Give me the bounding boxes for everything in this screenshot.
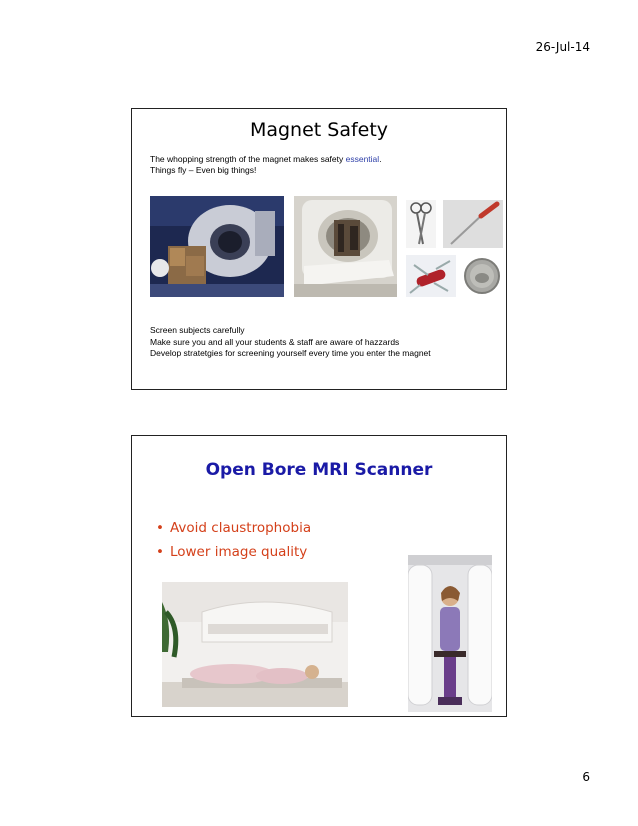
bullet-text: Avoid claustrophobia (169, 520, 312, 536)
slide-intro-text (150, 154, 382, 176)
photo-scissors (406, 200, 436, 248)
intro-highlight: essential (345, 154, 380, 164)
list-item (156, 516, 311, 540)
bullet-icon: • (156, 520, 164, 536)
photo-coin (462, 255, 502, 297)
slide-title: Magnet Safety (249, 119, 389, 141)
slide-open-bore-mri (131, 435, 507, 717)
bullet-list (156, 516, 311, 564)
photo-projectile-scanner-room (150, 196, 284, 297)
intro-prefix: The whopping strength of the magnet makes safety (150, 154, 346, 164)
slide-title: Open Bore MRI Scanner (205, 460, 433, 480)
header-date: 26-Jul-14 (535, 40, 590, 54)
slide-footer-text (150, 325, 431, 360)
photo-chair-in-scanner (294, 196, 397, 297)
page-number: 6 (582, 770, 590, 784)
slide-magnet-safety (131, 108, 507, 390)
intro-suffix: . (379, 154, 382, 164)
footer-line-2: Make sure you and all your students & staff are aware of hazzards (150, 336, 400, 347)
bullet-icon: • (156, 544, 164, 560)
bullet-text: Lower image quality (169, 544, 308, 560)
list-item (156, 540, 311, 564)
photo-screwdriver (443, 200, 503, 248)
photo-woman-in-open-scanner (408, 555, 492, 712)
footer-line-1: Screen subjects carefully (150, 325, 245, 335)
intro-line-2: Things fly – Even big things! (150, 165, 257, 175)
footer-line-3: Develop stratetgies for screening yourself every time you enter the magnet (150, 348, 431, 358)
intro-line-1 (150, 154, 382, 165)
photo-open-mri-patient (162, 582, 348, 707)
photo-pocket-knife (406, 255, 456, 297)
